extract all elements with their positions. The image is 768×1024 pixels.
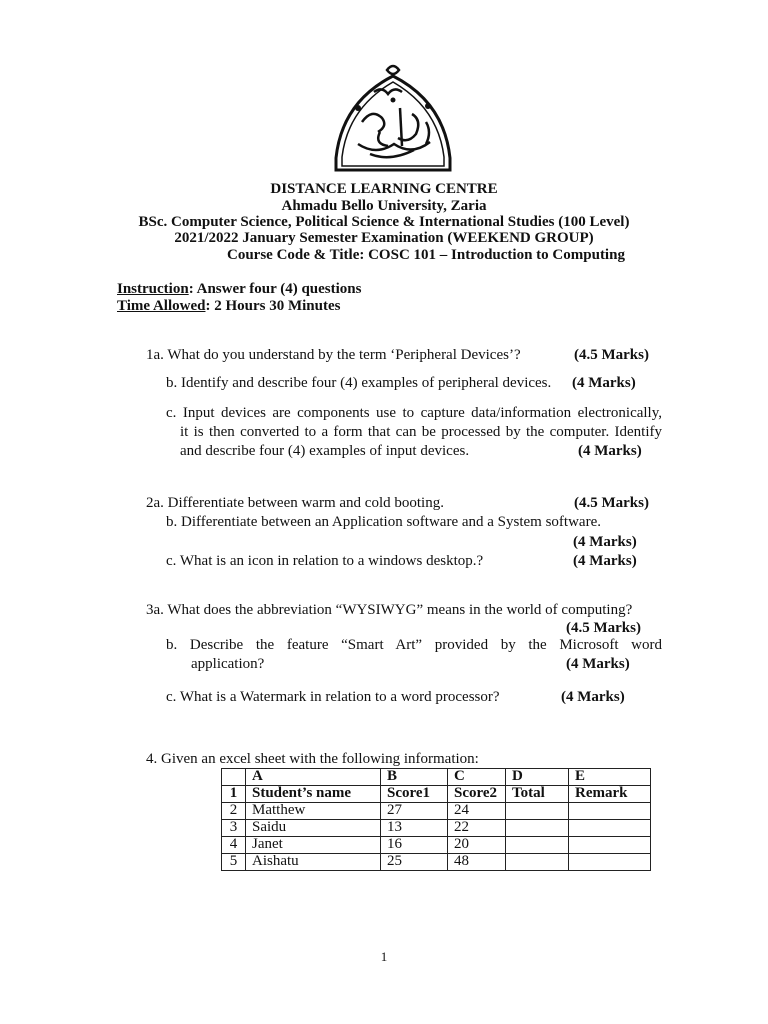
table-cell: 48	[448, 854, 506, 871]
table-cell	[569, 820, 651, 837]
table-cell: E	[569, 769, 651, 786]
table-cell: Remark	[569, 786, 651, 803]
time-allowed-line	[117, 298, 340, 315]
table-cell: Student’s name	[246, 786, 381, 803]
table-cell: 27	[381, 803, 448, 820]
q4-intro: 4. Given an excel sheet with the following information:	[146, 751, 479, 767]
table-row	[222, 786, 651, 803]
q1c-line2: it is then converted to a form that can be processed by the computer. Identify	[180, 424, 662, 440]
q2b-text: b. Differentiate between an Application software and a System software.	[166, 514, 601, 530]
table-cell: 3	[222, 820, 246, 837]
q3b-marks: (4 Marks)	[566, 656, 630, 672]
instruction-line	[117, 281, 361, 298]
table-cell: A	[246, 769, 381, 786]
q1c-line1: c. Input devices are components use to capture data/information electronically,	[166, 405, 662, 421]
q1c-line3: and describe four (4) examples of input devices.	[180, 443, 470, 459]
table-cell: Janet	[246, 837, 381, 854]
q1c-marks: (4 Marks)	[578, 443, 642, 459]
q3b-line2: application?	[191, 656, 265, 672]
table-cell	[506, 803, 569, 820]
q1b-marks: (4 Marks)	[572, 375, 636, 391]
table-cell	[569, 854, 651, 871]
table-cell	[569, 837, 651, 854]
table-cell	[569, 803, 651, 820]
table-row	[222, 820, 651, 837]
q3a-text: 3a. What does the abbreviation “WYSIWYG” means in the world of computing?	[146, 602, 633, 618]
table-cell: Saidu	[246, 820, 381, 837]
table-cell: B	[381, 769, 448, 786]
university-name: Ahmadu Bello University, Zaria	[281, 198, 487, 214]
university-crest-icon	[330, 62, 456, 178]
university-crest	[330, 62, 456, 178]
page-number: 1	[380, 949, 388, 964]
q3b-line1: b. Describe the feature “Smart Art” provided by the Microsoft word	[166, 637, 662, 653]
table-cell: 20	[448, 837, 506, 854]
table-cell: 13	[381, 820, 448, 837]
table-cell: Score2	[448, 786, 506, 803]
q3c-marks: (4 Marks)	[561, 689, 625, 705]
table-cell: 5	[222, 854, 246, 871]
q2b-marks: (4 Marks)	[573, 534, 637, 550]
table-cell: Total	[506, 786, 569, 803]
q2c-text: c. What is an icon in relation to a windows desktop.?	[166, 553, 484, 569]
table-cell: 25	[381, 854, 448, 871]
time-allowed-text: : 2 Hours 30 Minutes	[205, 298, 341, 314]
table-row	[222, 803, 651, 820]
q1a-marks: (4.5 Marks)	[574, 347, 649, 363]
table-cell	[506, 837, 569, 854]
instruction-text: : Answer four (4) questions	[188, 281, 362, 297]
q1b-text: b. Identify and describe four (4) examples of peripheral devices.	[166, 375, 552, 391]
table-cell	[222, 769, 246, 786]
q2c-marks: (4 Marks)	[573, 553, 637, 569]
table-cell: 24	[448, 803, 506, 820]
time-allowed-label: Time Allowed	[117, 298, 206, 314]
instruction-label: Instruction	[117, 281, 189, 297]
q3c-text: c. What is a Watermark in relation to a word processor?	[166, 689, 500, 705]
table-cell: 1	[222, 786, 246, 803]
excel-sheet-table	[221, 768, 651, 871]
table-cell: 4	[222, 837, 246, 854]
table-row	[222, 837, 651, 854]
table-cell: C	[448, 769, 506, 786]
table-cell: Score1	[381, 786, 448, 803]
table-row	[222, 854, 651, 871]
table-cell	[506, 854, 569, 871]
programme-line: BSc. Computer Science, Political Science & International Studies (100 Level)	[138, 214, 630, 230]
q2a-text: 2a. Differentiate between warm and cold booting.	[146, 495, 444, 511]
table-cell: 2	[222, 803, 246, 820]
table-cell: 16	[381, 837, 448, 854]
centre-title: DISTANCE LEARNING CENTRE	[270, 181, 498, 197]
table-cell: 22	[448, 820, 506, 837]
table-cell: Aishatu	[246, 854, 381, 871]
q3a-marks: (4.5 Marks)	[566, 620, 641, 636]
table-cell	[506, 820, 569, 837]
exam-session: 2021/2022 January Semester Examination (WEEKEND GROUP)	[174, 230, 594, 246]
table-cell: D	[506, 769, 569, 786]
q2a-marks: (4.5 Marks)	[574, 495, 649, 511]
course-title: Course Code & Title: COSC 101 – Introduction to Computing	[227, 247, 625, 263]
q1a-text: 1a. What do you understand by the term ‘Peripheral Devices’?	[146, 347, 521, 363]
table-cell: Matthew	[246, 803, 381, 820]
table-column-header-row	[222, 769, 651, 786]
